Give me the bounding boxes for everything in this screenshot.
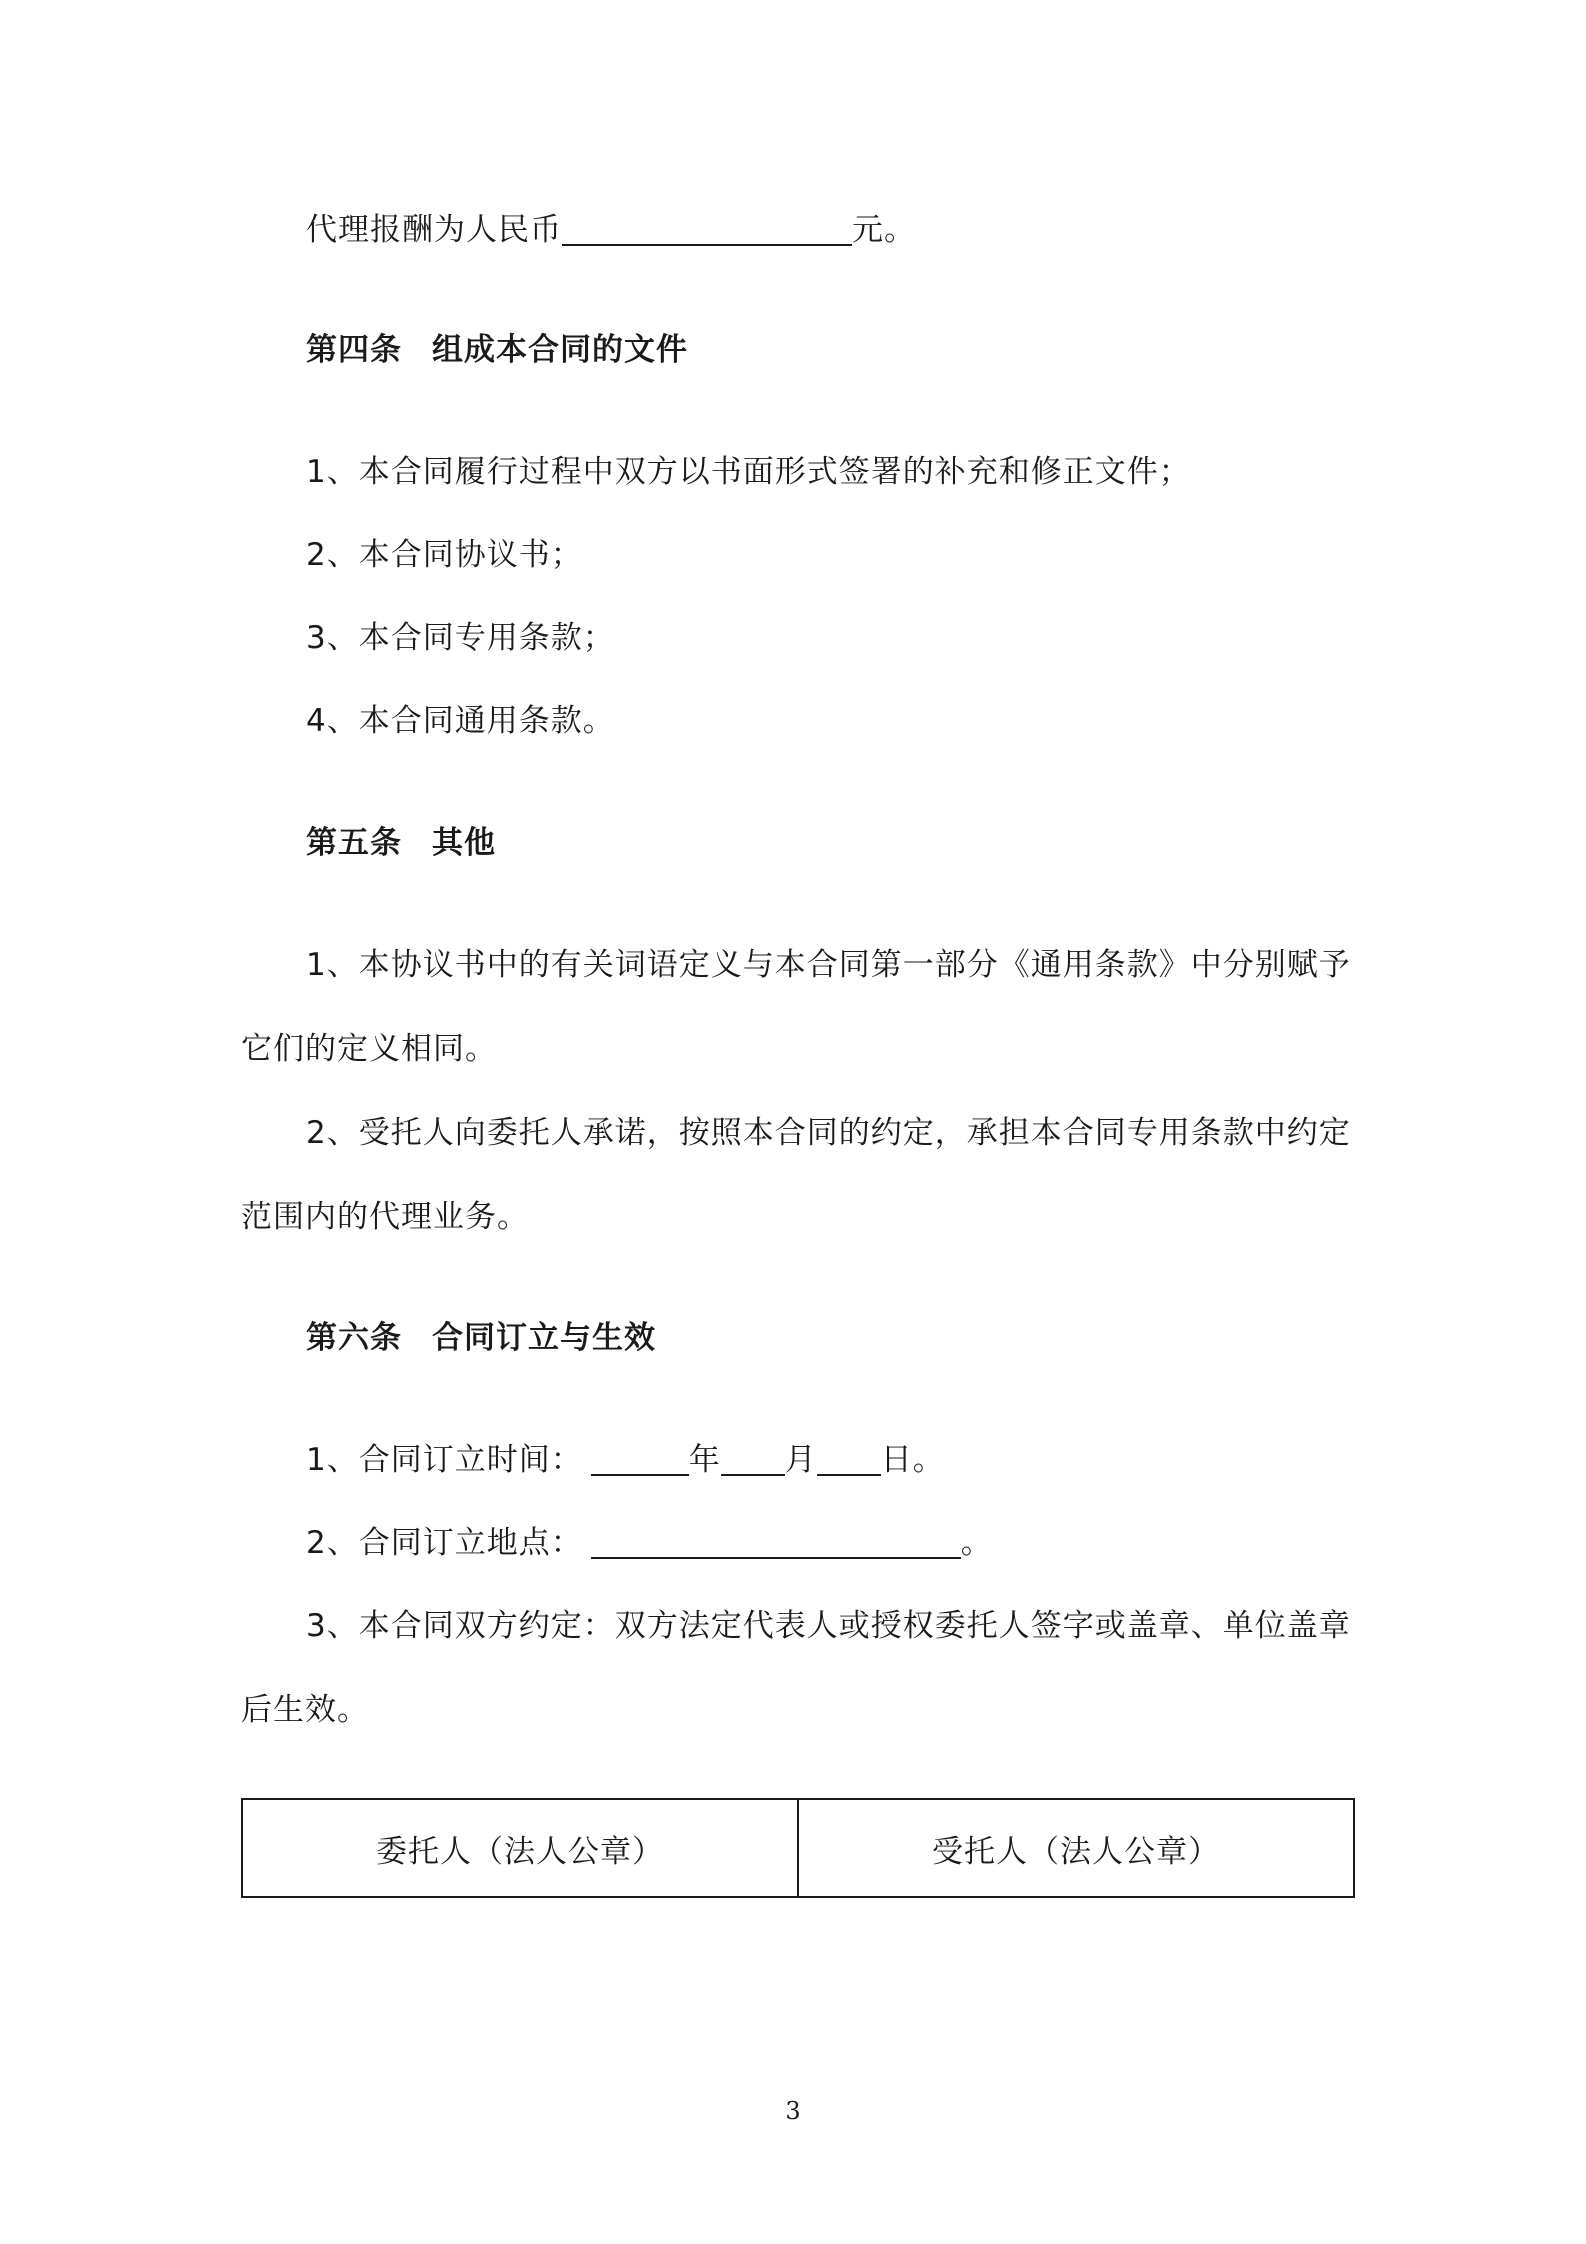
agent-seal-cell[interactable] <box>797 1800 1353 1896</box>
place-end: 。 <box>960 1525 993 1561</box>
month-label: 月 <box>784 1442 817 1478</box>
article5-item-2-line-1: 2、受托人向委托人承诺，按照本合同的约定，承担本合同专用条款中约定 <box>306 1115 1351 1151</box>
article6-item-3-line-1: 3、本合同双方约定：双方法定代表人或授权委托人签字或盖章、单位盖章 <box>306 1608 1351 1644</box>
article6-heading <box>306 1318 656 1358</box>
article4-number: 第四条 <box>306 332 402 368</box>
contract-date-label: 1、合同订立时间： <box>306 1442 583 1478</box>
contract-place-line <box>306 1523 993 1563</box>
year-blank[interactable] <box>591 1442 689 1476</box>
fee-suffix: 元。 <box>852 212 916 248</box>
article4-title: 组成本合同的文件 <box>432 332 688 368</box>
contract-place-label: 2、合同订立地点： <box>306 1525 583 1561</box>
article4-item-4: 4、本合同通用条款。 <box>306 703 615 739</box>
day-label: 日。 <box>880 1442 945 1478</box>
article4-heading <box>306 330 688 370</box>
agent-seal-label: 受托人（法人公章） <box>932 1833 1220 1870</box>
article4-item-3: 3、本合同专用条款； <box>306 620 615 656</box>
page-number: 3 <box>785 2097 801 2125</box>
fee-amount-blank[interactable] <box>562 212 852 246</box>
article5-title: 其他 <box>432 825 496 861</box>
article6-item-3-line-2: 后生效。 <box>241 1692 369 1728</box>
fee-line <box>306 210 916 250</box>
principal-seal-cell[interactable] <box>243 1800 797 1896</box>
article6-number: 第六条 <box>306 1320 402 1356</box>
article6-title: 合同订立与生效 <box>432 1320 656 1356</box>
article4-item-2: 2、本合同协议书； <box>306 537 583 573</box>
signature-table <box>241 1798 1355 1898</box>
year-label: 年 <box>688 1442 721 1478</box>
article5-number: 第五条 <box>306 825 402 861</box>
article4-item-1: 1、本合同履行过程中双方以书面形式签署的补充和修正文件； <box>306 454 1191 490</box>
article5-item-2-line-2: 范围内的代理业务。 <box>241 1199 529 1235</box>
day-blank[interactable] <box>817 1442 881 1476</box>
place-blank[interactable] <box>591 1525 961 1559</box>
month-blank[interactable] <box>721 1442 785 1476</box>
fee-prefix: 代理报酬为人民币 <box>306 212 562 248</box>
article5-item-1-line-2: 它们的定义相同。 <box>241 1031 497 1067</box>
principal-seal-label: 委托人（法人公章） <box>376 1833 664 1870</box>
article5-heading <box>306 823 496 863</box>
article5-item-1-line-1: 1、本协议书中的有关词语定义与本合同第一部分《通用条款》中分别赋予 <box>306 947 1351 983</box>
contract-date-line <box>306 1440 945 1480</box>
